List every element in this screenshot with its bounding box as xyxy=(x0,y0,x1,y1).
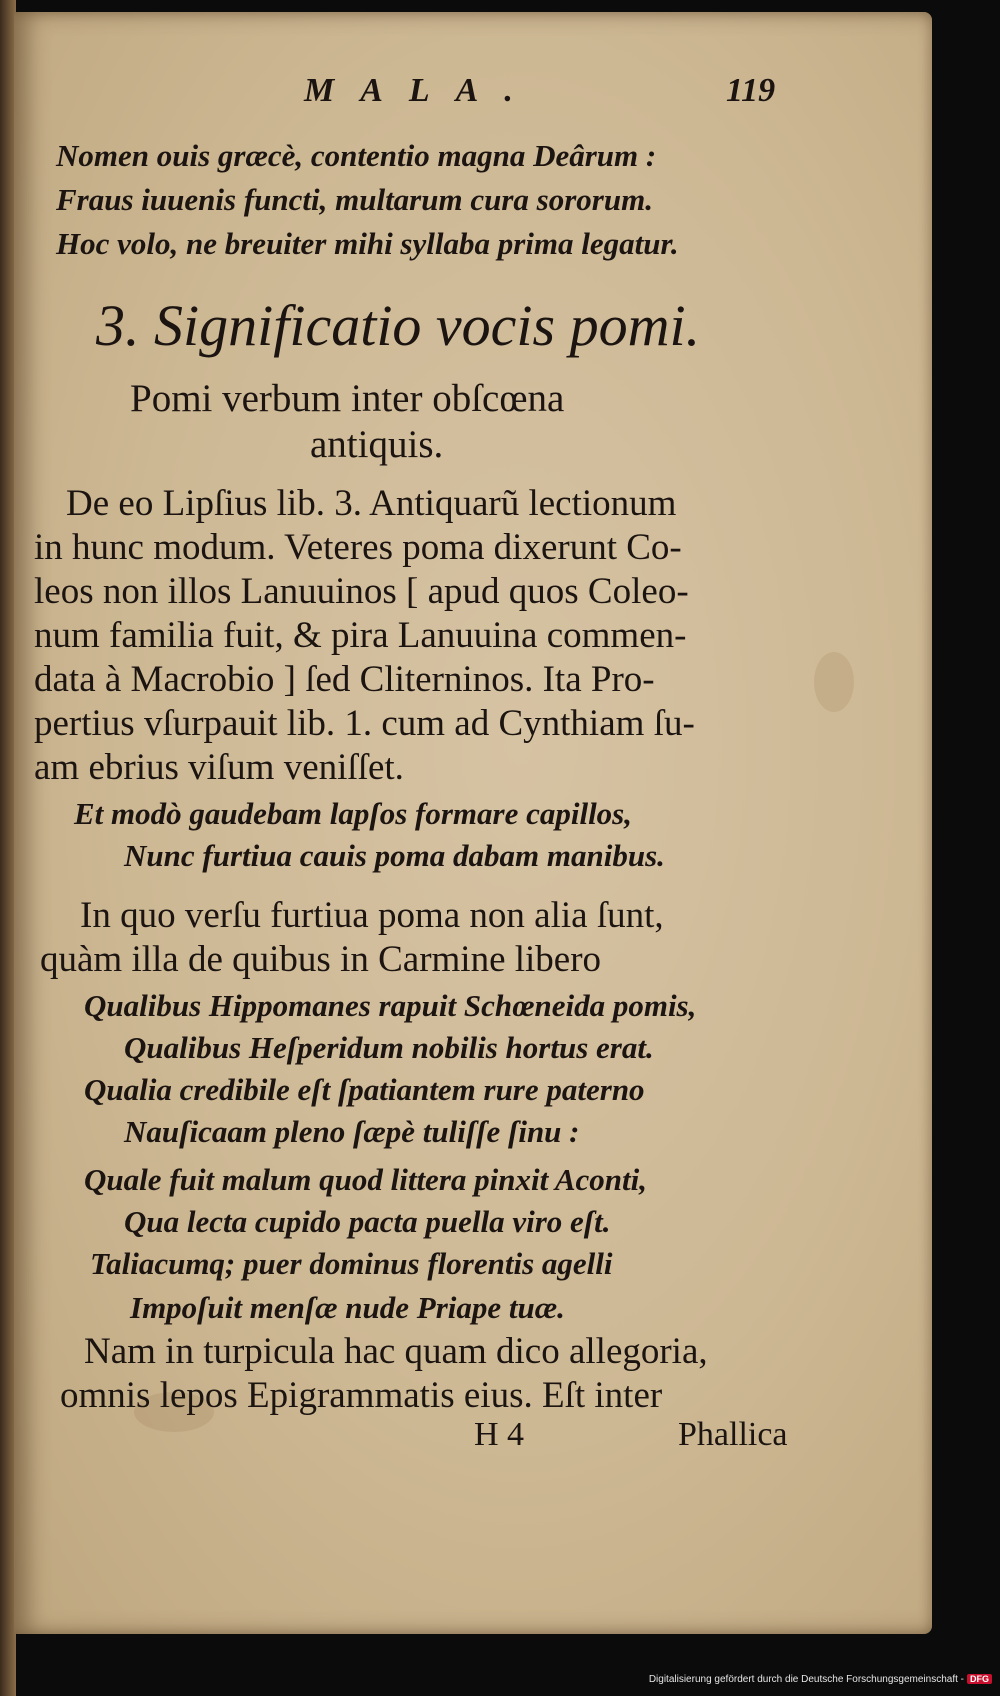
verse-line: Qualibus Hippomanes rapuit Schœneida pomis, xyxy=(84,988,697,1023)
catchword: Phallica xyxy=(678,1416,788,1453)
verse-line: Qualibus Heſperidum nobilis hortus erat. xyxy=(124,1030,654,1065)
paragraph-line: De eo Lipſius lib. 3. Antiquarũ lectionum xyxy=(66,483,677,524)
verse-line: Nauſicaam pleno ſæpè tuliſſe ſinu : xyxy=(124,1114,580,1149)
signature-mark: H 4 xyxy=(474,1416,525,1453)
paragraph-line: num familia fuit, & pira Lanuuina commen- xyxy=(34,615,687,656)
verse-line: Et modò gaudebam lapſos formare capillos, xyxy=(74,796,632,831)
verse-line: Taliacumq; puer dominus florentis agelli xyxy=(90,1246,613,1281)
paragraph-line: omnis lepos Epigrammatis eius. Eſt inter xyxy=(60,1375,663,1416)
dfg-logo: DFG xyxy=(967,1674,992,1684)
verse-line: Qua lecta cupido pacta puella viro eſt. xyxy=(124,1204,611,1239)
paragraph-line: leos non illos Lanuuinos [ apud quos Coleo- xyxy=(34,571,689,612)
running-head: MALA. xyxy=(304,72,539,109)
subheading-line: Pomi verbum inter obſcœna xyxy=(130,377,565,420)
paragraph-line: quàm illa de quibus in Carmine libero xyxy=(40,939,602,980)
paragraph-line: In quo verſu furtiua poma non alia ſunt, xyxy=(80,895,664,936)
section-heading: 3. Significatio vocis pomi. xyxy=(96,293,701,358)
page-stain xyxy=(814,652,854,712)
verse-line: Quale fuit malum quod littera pinxit Aconti, xyxy=(84,1162,647,1197)
credit-text: Digitalisierung gefördert durch die Deutsche Forschungsgemeinschaft - xyxy=(648,1674,964,1685)
digitization-credit xyxy=(649,1674,992,1685)
paragraph-line: Nam in turpicula hac quam dico allegoria, xyxy=(84,1331,708,1372)
verse-line: Impoſuit menſæ nude Priape tuæ. xyxy=(130,1290,565,1325)
verse-line: Fraus iuuenis functi, multarum cura sororum. xyxy=(56,182,653,217)
paragraph-line: am ebrius viſum veniſſet. xyxy=(34,747,404,788)
book-page xyxy=(14,12,932,1634)
paragraph-line: in hunc modum. Veteres poma dixerunt Co- xyxy=(34,527,682,568)
paragraph-line: pertius vſurpauit lib. 1. cum ad Cynthiam ſu- xyxy=(34,703,695,744)
paragraph-line: data à Macrobio ] ſed Cliterninos. Ita Pro- xyxy=(34,659,655,700)
verse-line: Nunc furtiua cauis poma dabam manibus. xyxy=(124,838,665,873)
verse-line: Qualia credibile eſt ſpatiantem rure paterno xyxy=(84,1072,645,1107)
verse-line: Hoc volo, ne breuiter mihi syllaba prima legatur. xyxy=(56,226,679,261)
verse-line: Nomen ouis græcè, contentio magna Deârum : xyxy=(56,138,657,173)
page-number: 119 xyxy=(726,72,776,109)
subheading-line: antiquis. xyxy=(310,423,444,466)
